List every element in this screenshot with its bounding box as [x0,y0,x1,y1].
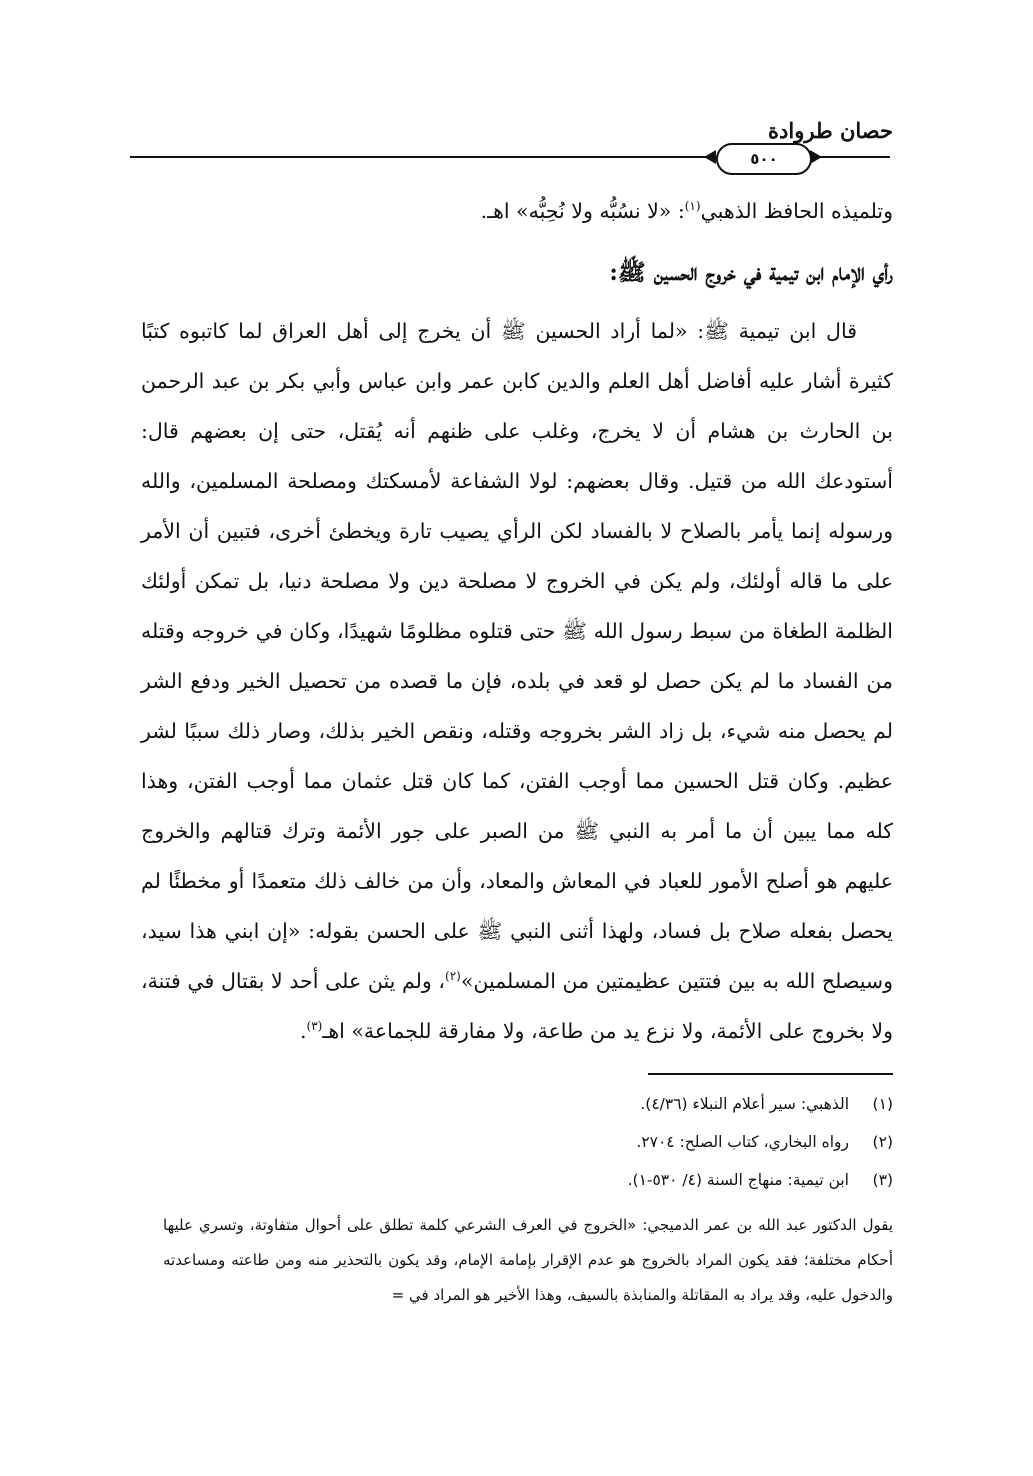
footnotes [141,1085,893,1199]
intro-text: وتلميذه الحافظ الذهبي [700,199,893,223]
footnote-item [141,1085,893,1123]
footnote-number: (٢) [872,1133,893,1151]
footnote-continuation [163,1208,893,1313]
page-number: ٥٠٠ [750,150,778,168]
footnote-number: (١) [872,1095,893,1113]
paragraph-end: . [300,1019,307,1043]
footnote-text: رواه البخاري، كتاب الصلح: ٢٧٠٤. [636,1133,849,1151]
footnote-continuation-text: يقول الدكتور عبد الله بن عمر الدميجي: «الخروج في العرف الشرعي كلمة تطلق على أحوال متفاوتة، وتسري عليها أحكام مختلفة؛ فقد يكون المراد بالخروج هو عدم الإقرار بإمامة الإمام، وقد يكون بالتحذير منه ومن طاعته ومساعدته والدخول عليه، وقد يراد به المقاتلة والمنابذة بالسيف، وهذا الأخير هو المراد في = [163,1216,893,1304]
paragraph-text-2: ، ولم يثن على أحد لا بقتال في فتنة، ولا بخروج على الأئمة، ولا نزع يد من طاعة، ولا مفارقة للجماعة» اهـ [141,969,893,1043]
book-title: حصان طروادة [768,118,893,143]
intro-quote: : «لا نسُبُّه ولا نُحِبُّه» اهـ. [480,199,685,223]
footnote-item [141,1123,893,1161]
footnote-number: (٣) [872,1171,893,1189]
intro-line [141,186,893,236]
footnote-ref-1[interactable]: (١) [684,199,701,214]
badge-left-point [704,150,716,164]
footnote-ref-2[interactable]: (٢) [445,969,461,984]
footnote-separator [648,1073,893,1075]
footnote-ref-3[interactable]: (٣) [306,1019,323,1034]
footnote-text: ابن تيمية: منهاج السنة (٤/ ٥٣٠-١). [627,1171,849,1189]
paragraph-text-1: قال ابن تيمية ﷺ: «لما أراد الحسين ﷺ أن يخرج إلى أهل العراق لما كاتبوه كتبًا كثيرة أشار عليه أفاضل أهل العلم والدين كابن عمر وابن عباس وأبي بكر بن عبد الرحمن بن الحارث بن هشام أن لا يخرج، وغلب على ظنهم أنه يُقتل، حتى إن بعضهم قال: أستودعك الله من قتيل. وقال بعضهم: لولا الشفاعة لأمسكتك ومصلحة المسلمين، والله ورسوله إنما يأمر بالصلاح لا بالفساد لكن الرأي يصيب تارة ويخطئ أخرى، فتبين أن الأمر على ما قاله أولئك، ولم يكن في الخروج لا مصلحة دين ولا مصلحة دنيا، بل تمكن أولئك الظلمة الطغاة من سبط رسول الله ﷺ حتى قتلوه مظلومًا شهيدًا، وكان في خروجه وقتله من الفساد ما لم يكن حصل لو قعد في بلده، فإن ما قصده من تحصيل الخير ودفع الشر لم يحصل منه شيء، بل زاد الشر بخروجه وقتله، ونقص الخير بذلك، وصار ذلك سببًا لشر عظيم. وكان قتل الحسين مما أوجب الفتن، كما كان قتل عثمان مما أوجب الفتن، وهذا كله مما يبين أن ما أمر به النبي ﷺ من الصبر على جور الأئمة وترك قتالهم والخروج عليهم هو أصلح الأمور للعباد في المعاش والمعاد، وأن من خالف ذلك متعمدًا أو مخطئًا لم يحصل بفعله صلاح بل فساد، ولهذا أثنى النبي ﷺ على الحسن بقوله: «إن ابني هذا سيد، وسيصلح الله به بين فتتين عظيمتين من المسلمين» [141,319,893,993]
footnote-text: الذهبي: سير أعلام النبلاء (٤/٣٦). [640,1095,849,1113]
main-paragraph [141,306,893,1056]
footnote-item [141,1161,893,1199]
page-number-badge [716,143,812,175]
section-heading: رأي الإمام ابن تيمية في خروج الحسين ﷺ: [609,259,893,286]
body-text [141,186,893,1056]
